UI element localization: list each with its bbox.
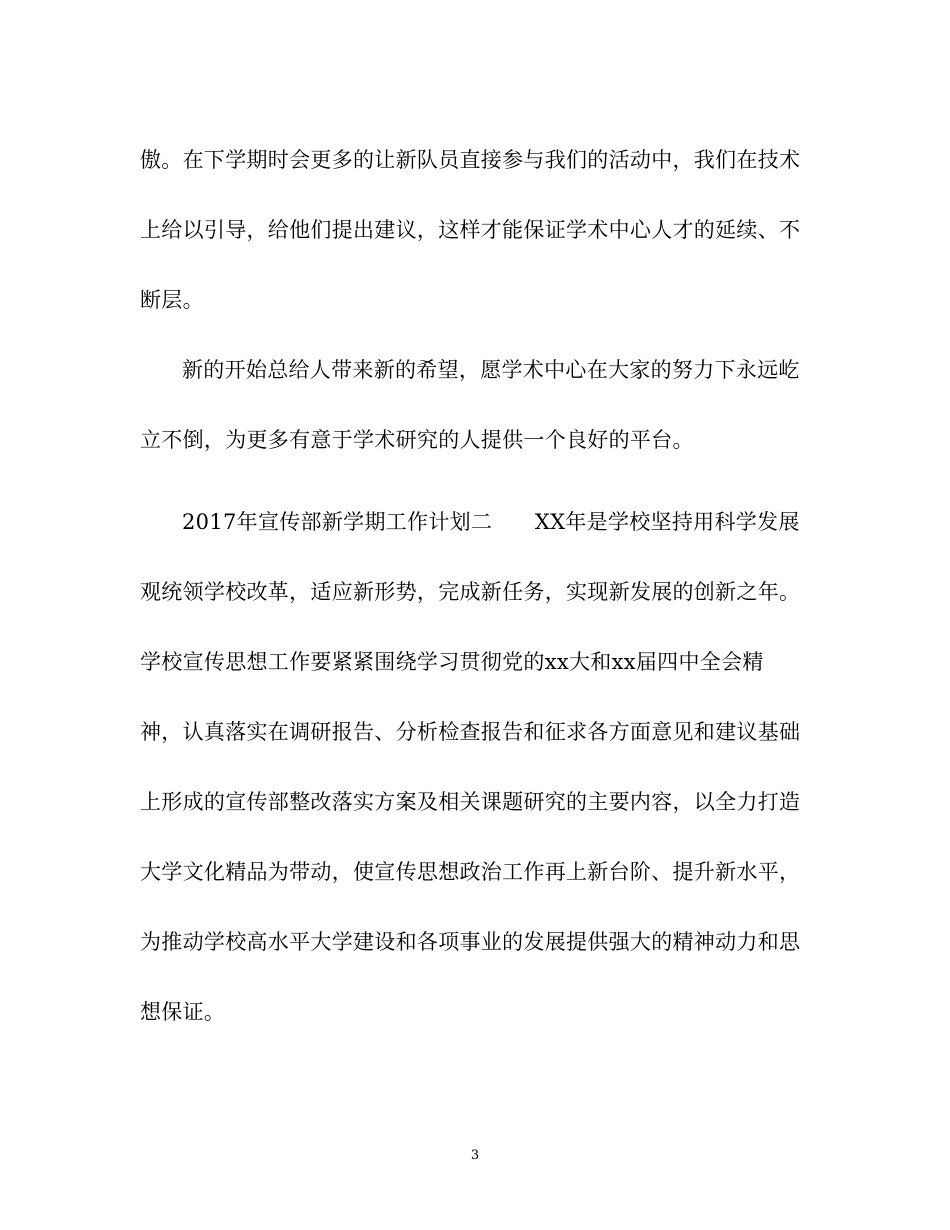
paragraph-3-line-8: 想保证。 <box>140 1000 226 1024</box>
paragraph-3-line-1: 2017年宣传部新学期工作计划二 XX年是学校坚持用科学发展 <box>182 510 800 534</box>
paragraph-3-line-3: 学校宣传思想工作要紧紧围绕学习贯彻党的xx大和xx届四中全会精 <box>140 650 764 674</box>
paragraph-2-line-2: 立不倒，为更多有意于学术研究的人提供一个良好的平台。 <box>140 428 694 452</box>
paragraph-1-line-1: 傲。在下学期时会更多的让新队员直接参与我们的活动中，我们在技术 <box>140 148 801 172</box>
paragraph-3-line-4: 神，认真落实在调研报告、分析检查报告和征求各方面意见和建议基础 <box>140 720 801 744</box>
paragraph-3-line-7: 为推动学校高水平大学建设和各项事业的发展提供强大的精神动力和思 <box>140 930 801 954</box>
paragraph-3-line-5: 上形成的宣传部整改落实方案及相关课题研究的主要内容，以全力打造 <box>140 790 801 814</box>
paragraph-3-line-2: 观统领学校改革，适应新形势，完成新任务，实现新发展的创新之年。 <box>140 580 801 604</box>
paragraph-1-line-2: 上给以引导，给他们提出建议，这样才能保证学术中心人才的延续、不 <box>140 218 801 242</box>
paragraph-1-line-3: 断层。 <box>140 288 204 312</box>
page-number: 3 <box>470 1148 480 1163</box>
paragraph-3-line-6: 大学文化精品为带动，使宣传思想政治工作再上新台阶、提升新水平， <box>140 860 801 884</box>
paragraph-2-line-1: 新的开始总给人带来新的希望，愿学术中心在大家的努力下永远屹 <box>182 358 800 382</box>
